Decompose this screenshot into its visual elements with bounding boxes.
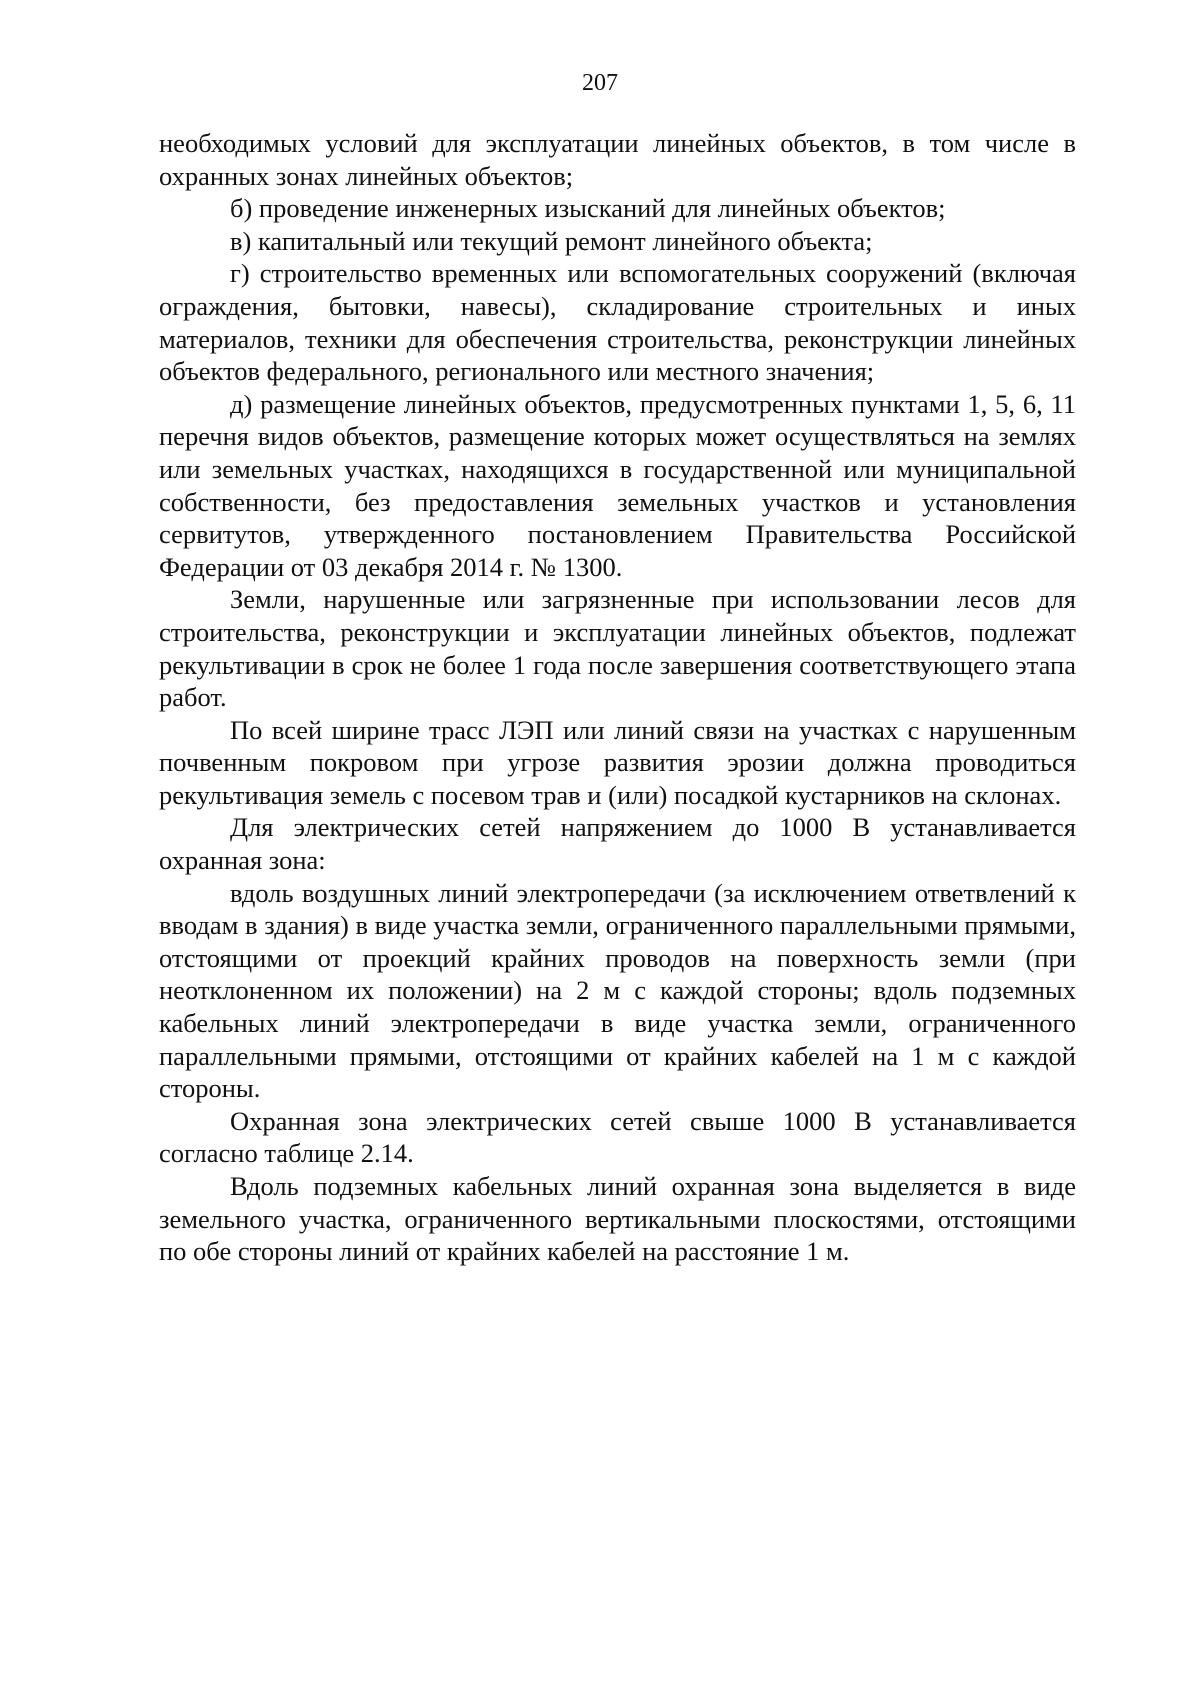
paragraph-overhead-lines: вдоль воздушных линий электропередачи (за исключением ответвлений к вводам в здания) в виде участка земли, ограниченного параллельными прямыми, отстоящими от проекций крайних проводов на поверхность земли (при неотклоненном их положении) на 2 м с каждой стороны; вдоль подземных кабельных линий электропередачи в виде участка земли, ограниченного параллельными прямыми, отстоящими от крайних кабелей на 1 м с каждой стороны.: [159, 877, 1076, 1104]
paragraph-item-g: г) строительство временных или вспомогательных сооружений (включая ограждения, бытовки, навесы), складирование строительных и иных материалов, техники для обеспечения строительства, реконструкции линейных объектов федерального, регионального или местного значения;: [159, 258, 1076, 387]
document-body: [159, 127, 1076, 1268]
paragraph-underground-cables: Вдоль подземных кабельных линий охранная зона выделяется в виде земельного участка, ограниченного вертикальными плоскостями, отстоящими по обе стороны линий от крайних кабелей на расстояние 1 м.: [159, 1171, 1076, 1267]
paragraph-networks-1000v: Для электрических сетей напряжением до 1000 В устанавливается охранная зона:: [159, 812, 1076, 876]
paragraph-erosion: По всей ширине трасс ЛЭП или линий связи на участках с нарушенным почвенным покровом при угрозе развития эрозии должна проводиться рекультивация земель с посевом трав и (или) посадкой кустарников на склонах.: [159, 714, 1076, 810]
page-number: 207: [582, 70, 618, 96]
paragraph-recultivation: Земли, нарушенные или загрязненные при использовании лесов для строительства, реконструкции и эксплуатации линейных объектов, подлежат рекультивации в срок не более 1 года после завершения соответствующего этапа работ.: [159, 584, 1076, 713]
paragraph-item-b: б) проведение инженерных изысканий для линейных объектов;: [230, 193, 946, 224]
paragraph-item-v: в) капитальный или текущий ремонт линейного объекта;: [230, 225, 873, 256]
paragraph-item-d: д) размещение линейных объектов, предусмотренных пунктами 1, 5, 6, 11 перечня видов объектов, размещение которых может осуществляться на землях или земельных участках, находящихся в государственной или муниципальной собственности, без предоставления земельных участков и установления сервитутов, утвержденного постановлением Правительства Российской Федерации от 03 декабря 2014 г. № 1300.: [159, 388, 1076, 582]
paragraph-above-1000v: Охранная зона электрических сетей свыше 1000 В устанавливается согласно таблице 2.14.: [159, 1105, 1076, 1169]
paragraph-continuation: необходимых условий для эксплуатации линейных объектов, в том числе в охранных зонах линейных объектов;: [159, 128, 1076, 191]
